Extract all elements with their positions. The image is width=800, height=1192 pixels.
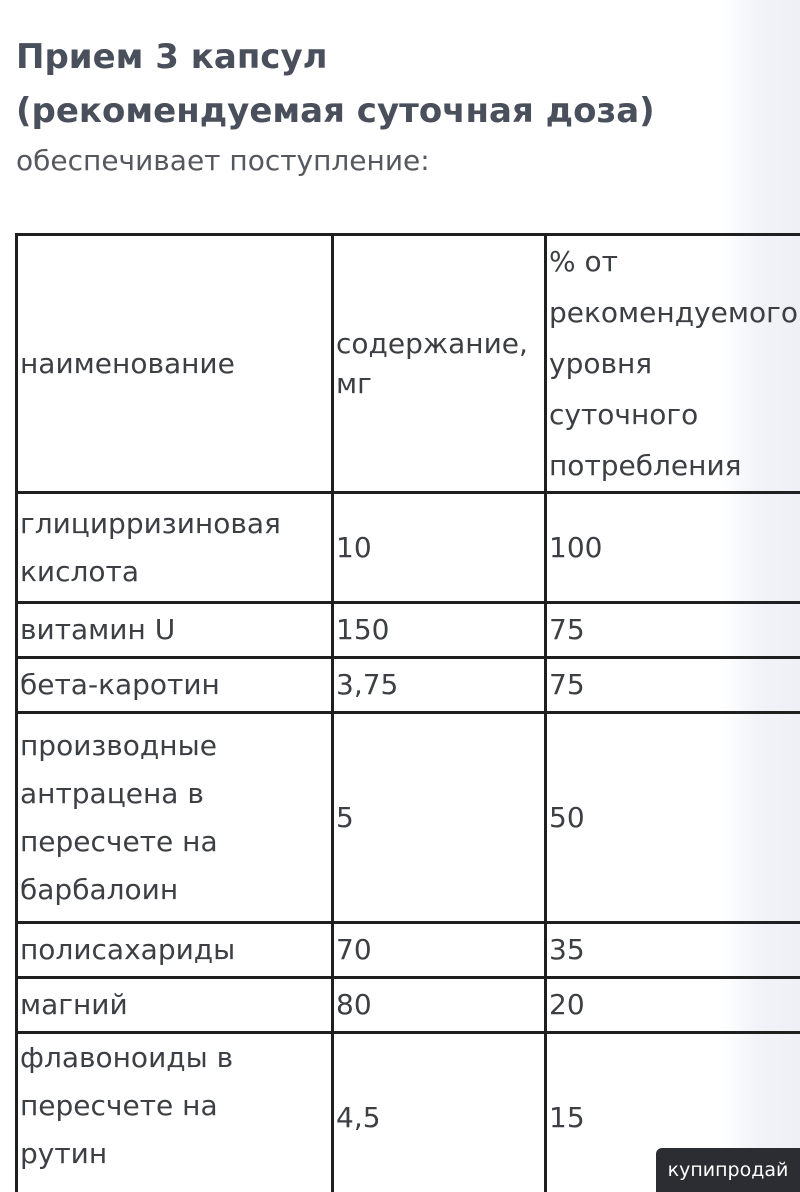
cell-percent: 75 <box>546 603 800 658</box>
cell-content: 70 <box>333 923 546 978</box>
cell-name: глицирризиновая кислота <box>17 493 333 603</box>
table-row <box>17 923 800 978</box>
subtitle: обеспечивает поступление: <box>16 144 430 177</box>
header-percent-line-5: потребления <box>549 449 742 482</box>
table-row <box>17 658 800 713</box>
title-line-1: Прием 3 капсул <box>16 37 328 77</box>
table-row <box>17 978 800 1033</box>
table-row <box>17 713 800 923</box>
cell-percent: 50 <box>546 713 800 923</box>
heading-block <box>16 30 776 184</box>
cell-name: бета-каротин <box>17 658 333 713</box>
cell-name: полисахариды <box>17 923 333 978</box>
cell-percent: 20 <box>546 978 800 1033</box>
header-percent-line-1: % от <box>549 245 618 278</box>
header-percent-line-4: суточного <box>549 398 699 431</box>
watermark-badge: купипродай <box>656 1148 800 1192</box>
cell-content: 3,75 <box>333 658 546 713</box>
table-header-row <box>17 235 800 493</box>
nutrient-table <box>15 233 800 1192</box>
table-row <box>17 493 800 603</box>
nutrient-table-container <box>15 233 800 1192</box>
cell-name: производные антрацена в пересчете на барбалоин <box>17 713 333 923</box>
cell-percent: 35 <box>546 923 800 978</box>
title-line-2: (рекомендуемая суточная доза) <box>16 91 655 131</box>
cell-percent: 100 <box>546 493 800 603</box>
cell-percent: 75 <box>546 658 800 713</box>
cell-name: витамин U <box>17 603 333 658</box>
header-percent <box>546 235 800 493</box>
cell-content: 150 <box>333 603 546 658</box>
header-percent-line-2: рекомендуемого <box>549 296 798 329</box>
cell-percent: 15 <box>546 1033 800 1192</box>
cell-content: 5 <box>333 713 546 923</box>
cell-content: 10 <box>333 493 546 603</box>
cell-content: 4,5 <box>333 1033 546 1192</box>
header-percent-line-3: уровня <box>549 347 653 380</box>
header-content-line-1: содержание, <box>336 326 528 360</box>
cell-name: флавоноиды в пересчете на рутин <box>17 1033 333 1192</box>
header-content <box>333 235 546 493</box>
header-name: наименование <box>17 235 333 493</box>
cell-name: магний <box>17 978 333 1033</box>
table-row <box>17 603 800 658</box>
cell-content: 80 <box>333 978 546 1033</box>
header-content-line-2: мг <box>336 366 372 400</box>
